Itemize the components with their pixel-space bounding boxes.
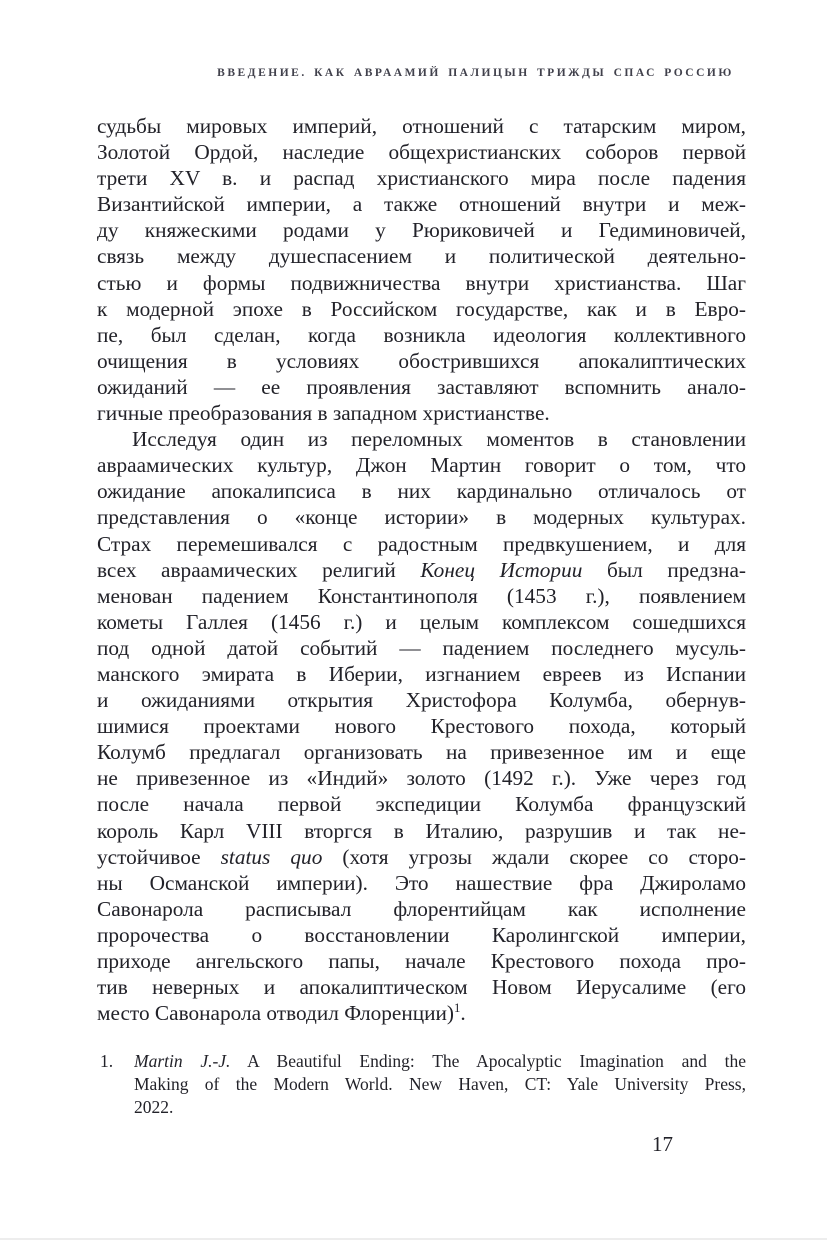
text-run: после начала первой экспедиции Колумба французский <box>97 792 746 817</box>
text-line <box>97 635 746 661</box>
text-line <box>97 217 746 243</box>
text-run: и ожиданиями открытия Христофора Колумба, обернув- <box>97 688 746 713</box>
text-line <box>97 713 746 739</box>
text-run: манского эмирата в Иберии, изгнанием евреев из Испании <box>97 661 746 686</box>
text-run: тив неверных и апокалиптическом Новом Иерусалиме (его <box>97 975 746 1000</box>
text-line <box>134 1096 746 1119</box>
text-run: авраамических культур, Джон Мартин говорит о том, что <box>97 453 746 478</box>
text-run: A Beautiful Ending: The Apocalyptic Imagination and the <box>230 1051 746 1071</box>
page-number: 17 <box>652 1132 673 1156</box>
text-run: место Савонарола отводил Флоренции) <box>97 1001 455 1026</box>
text-line <box>97 739 746 765</box>
text-line <box>97 531 746 557</box>
text-line <box>97 1000 746 1026</box>
text-run: пророчества о восстановлении Каролингской империи, <box>97 922 746 947</box>
footnote-marker: 1. <box>100 1051 114 1071</box>
text-run: шимися проектами нового Крестового похода, который <box>97 714 746 739</box>
text-run: Конец Истории <box>420 557 583 582</box>
text-run: под одной датой событий — падением последнего мусуль- <box>97 635 746 660</box>
text-line <box>97 243 746 269</box>
text-run: трети XV в. и распад христианского мира после падения <box>97 166 746 191</box>
text-line <box>97 270 746 296</box>
text-line <box>97 896 746 922</box>
text-line <box>97 557 746 583</box>
text-line <box>97 191 746 217</box>
text-run: король Карл VIII вторгся в Италию, разрушив и так не- <box>97 818 746 843</box>
text-line <box>97 296 746 322</box>
text-run: связь между душеспасением и политической деятельно- <box>97 244 746 269</box>
footnote-text <box>134 1050 746 1120</box>
text-run: Страх перемешивался с радостным предвкушением, и для <box>97 531 746 556</box>
text-run: Исследуя один из переломных моментов в становлении <box>132 427 746 452</box>
text-line <box>97 426 746 452</box>
text-run: ны Османской империи). Это нашествие фра Джироламо <box>97 870 746 895</box>
text-run: приходе ангельского папы, начале Крестового похода про- <box>97 949 746 973</box>
text-run: гичные преобразования в западном христианстве. <box>97 401 550 426</box>
text-run: представления о «конце истории» в модерных культурах. <box>97 505 746 530</box>
text-line <box>97 922 746 948</box>
text-line <box>97 113 746 139</box>
footnote <box>97 1050 746 1120</box>
text-line <box>97 609 746 635</box>
text-run: устойчивое <box>97 844 221 869</box>
text-line <box>134 1073 746 1096</box>
text-run: Колумб предлагал организовать на привезенное им и еще <box>97 740 746 765</box>
text-run: (хотя угрозы ждали скорее со сторо- <box>322 844 746 869</box>
text-run: ожиданий — ее проявления заставляют вспомнить анало- <box>97 374 746 399</box>
text-line <box>97 374 746 400</box>
text-run: . <box>460 1001 466 1026</box>
text-run: Савонарола расписывал флорентийцам как исполнение <box>97 896 746 921</box>
text-line <box>97 870 746 896</box>
text-line <box>97 818 746 844</box>
text-line <box>97 139 746 165</box>
text-run: ожидание апокалипсиса в них кардинально отличалось от <box>97 479 746 504</box>
text-line <box>97 400 746 426</box>
text-line <box>97 504 746 530</box>
text-run: очищения в условиях обострившихся апокалиптических <box>97 348 746 373</box>
text-run: пе, был сделан, когда возникла идеология коллективного <box>97 322 746 347</box>
text-run: status quo <box>220 844 323 869</box>
text-line <box>97 765 746 791</box>
running-header: ВВЕДЕНИЕ. КАК АВРААМИЙ ПАЛИЦЫН ТРИЖДЫ СПАС РОССИЮ <box>217 67 734 79</box>
text-line <box>97 974 746 1000</box>
text-run: менован падением Константинополя (1453 г.), появлением <box>97 583 746 608</box>
text-run: Византийской империи, а также отношений внутри и меж- <box>97 192 746 217</box>
text-line <box>97 687 746 713</box>
text-line <box>97 322 746 348</box>
text-run: Золотой Ордой, наследие общехристианских соборов первой <box>97 140 746 165</box>
text-line <box>97 583 746 609</box>
text-line <box>97 478 746 504</box>
text-line <box>97 165 746 191</box>
text-line <box>97 844 746 870</box>
text-line <box>97 791 746 817</box>
text-run: ду княжескими родами у Рюриковичей и Гедиминовичей, <box>97 218 746 243</box>
text-run: не привезенное из «Индий» золото (1492 г.). Уже через год <box>97 766 746 791</box>
text-line <box>134 1050 746 1073</box>
text-run: был предзна- <box>582 557 746 582</box>
text-line <box>97 661 746 687</box>
footnote-ref: 1 <box>454 1001 461 1016</box>
body-text <box>97 113 746 1026</box>
text-run: Martin J.-J. <box>134 1051 231 1071</box>
text-line <box>97 348 746 374</box>
text-run: Making of the Modern World. New Haven, CT: Yale University Press, <box>134 1074 746 1095</box>
text-line <box>97 452 746 478</box>
text-line <box>97 948 746 974</box>
text-run: к модерной эпохе в Российском государстве, как и в Евро- <box>97 296 746 321</box>
text-run: всех авраамических религий <box>97 557 421 582</box>
text-run: 2022. <box>134 1097 174 1118</box>
text-run: кометы Галлея (1456 г.) и целым комплексом сошедшихся <box>97 609 746 634</box>
text-run: судьбы мировых империй, отношений с татарским миром, <box>97 114 746 138</box>
text-run: стью и формы подвижничества внутри христианства. Шаг <box>97 270 746 295</box>
